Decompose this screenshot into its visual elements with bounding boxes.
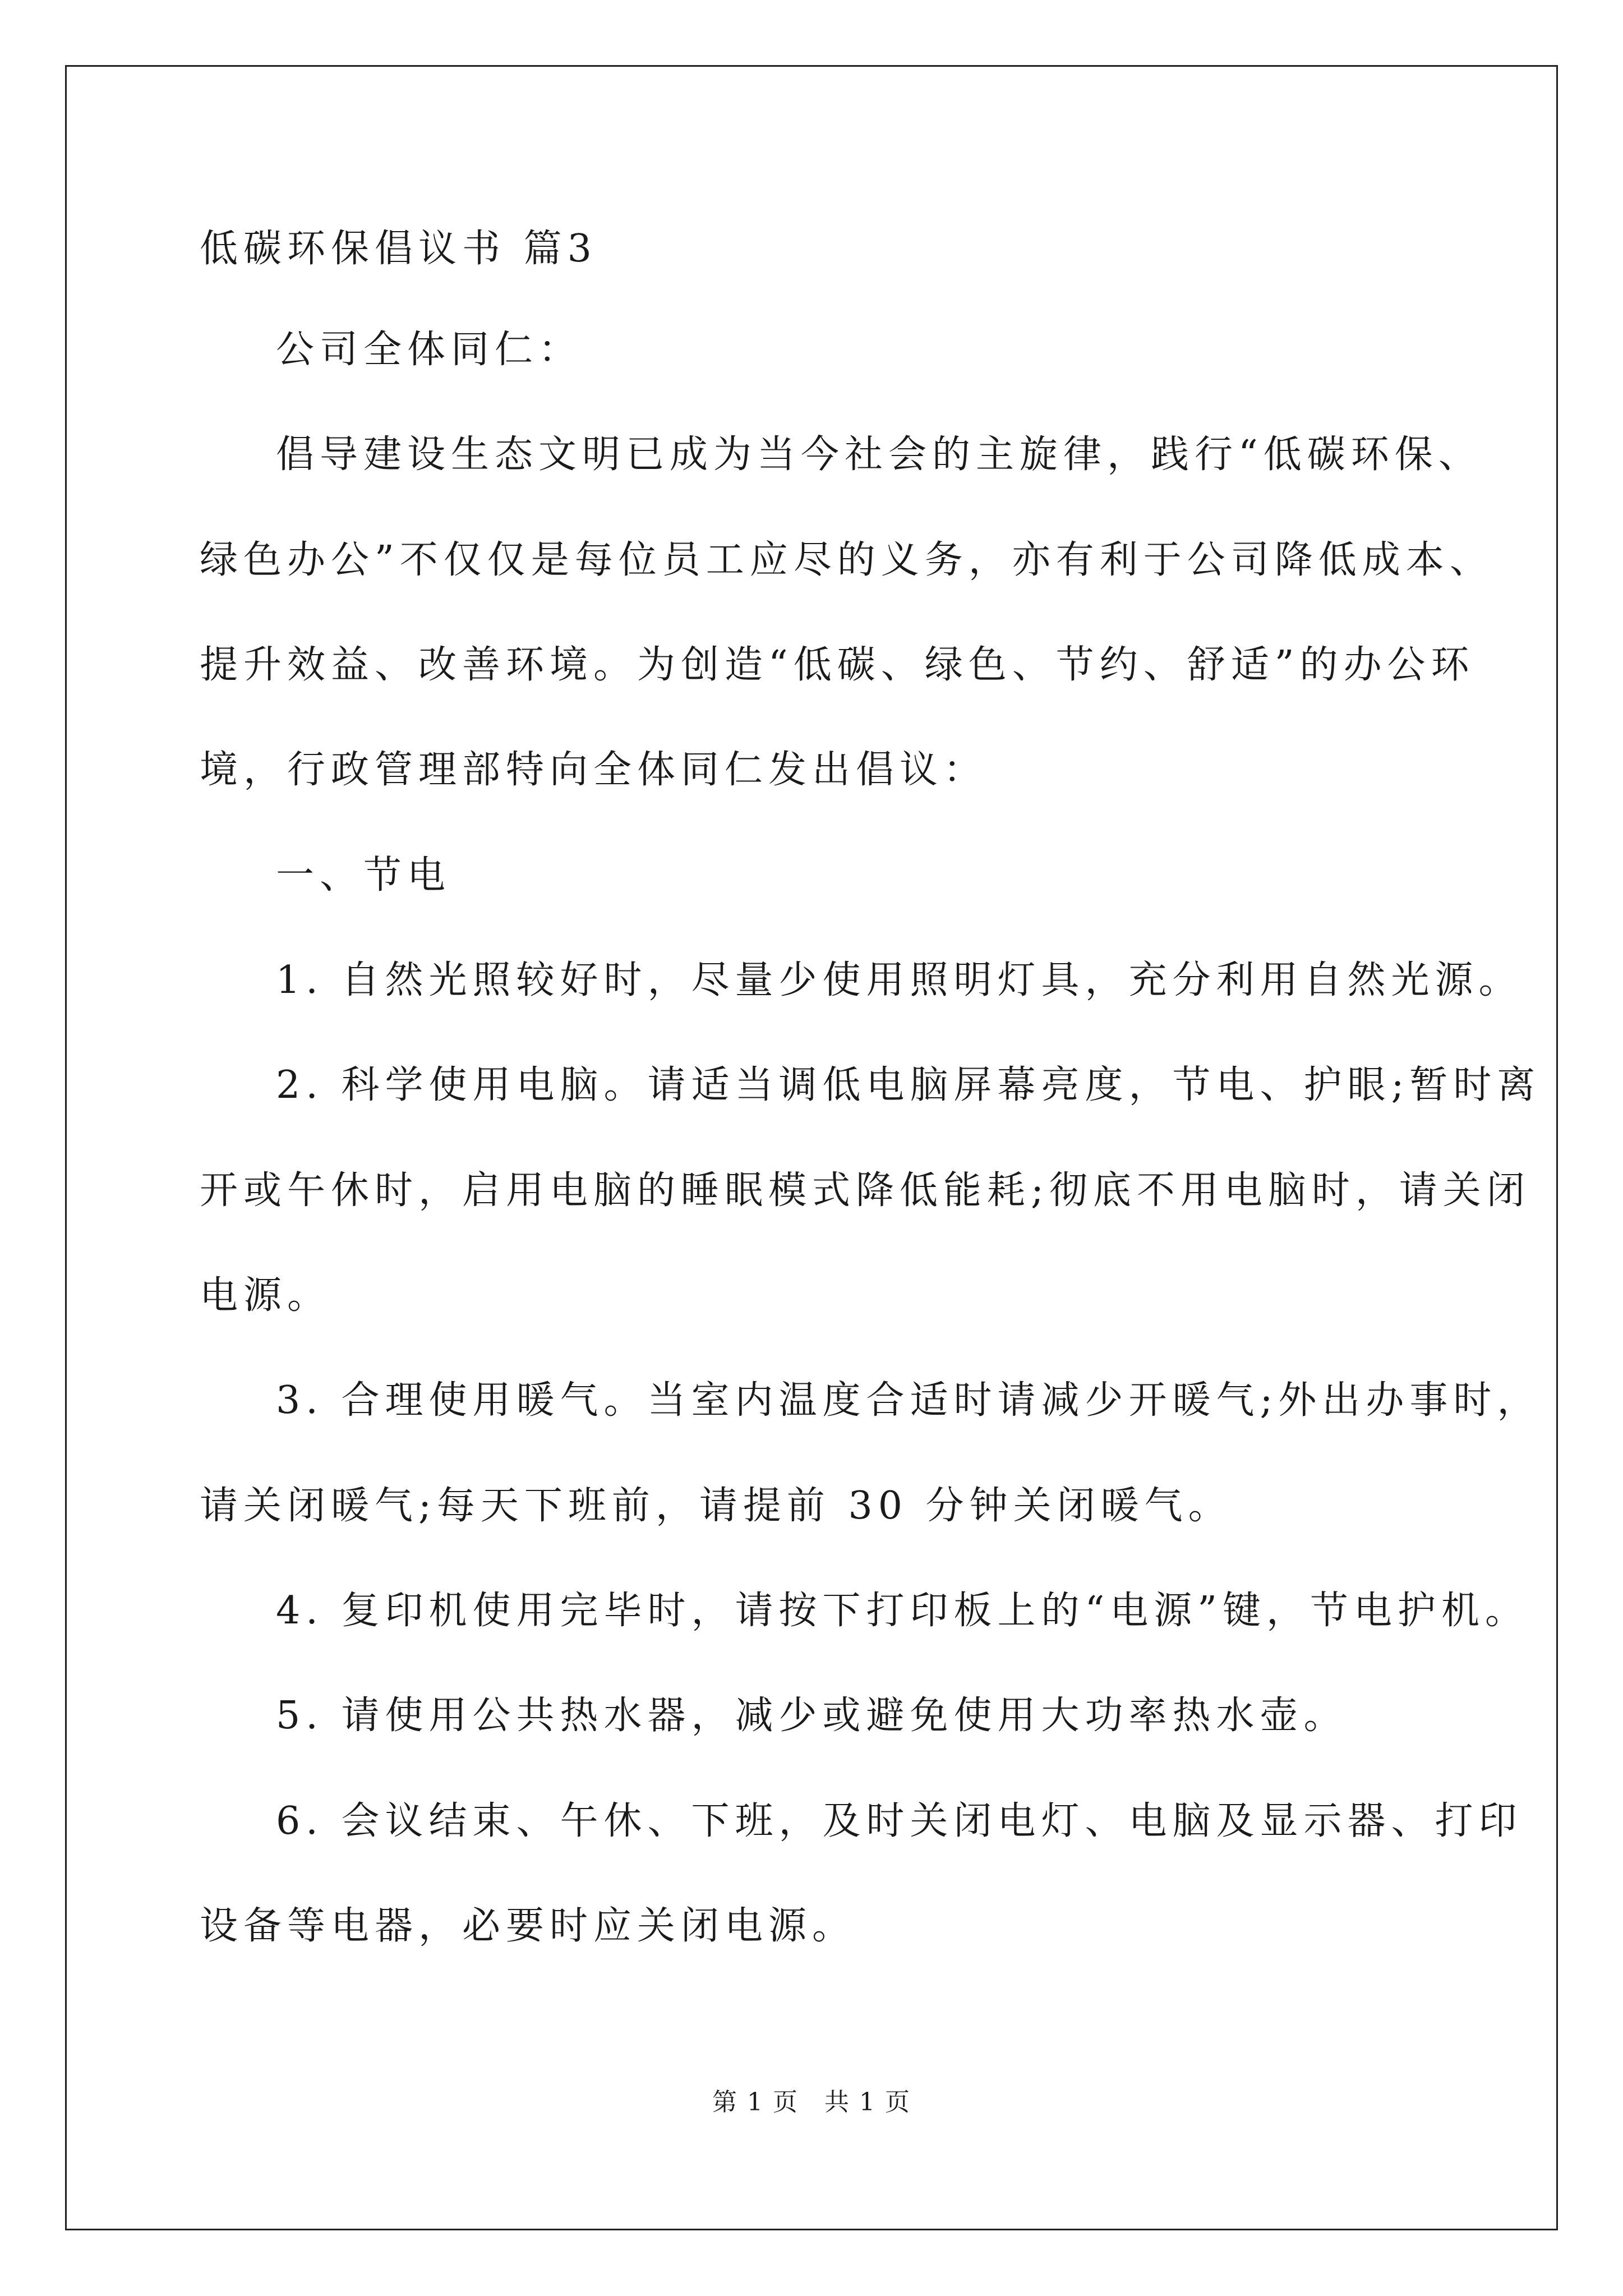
list-item-line: 电源。 [200,1273,331,1318]
paragraph-line: 提升效益、改善环境。为创造“低碳、绿色、节约、舒适”的办公环 [200,643,1475,687]
list-item-line: 6. 会议结束、午休、下班，及时关闭电灯、电脑及显示器、打印 [276,1799,1523,1843]
paragraph-line: 倡导建设生态文明已成为当今社会的主旋律，践行“低碳环保、 [276,432,1482,477]
list-item-line: 5. 请使用公共热水器，减少或避免使用大功率热水壶。 [276,1694,1348,1738]
salutation: 公司全体同仁： [276,328,583,372]
document-title: 低碳环保倡议书 篇3 [200,227,597,271]
list-item-line: 设备等电器，必要时应关闭电源。 [200,1904,856,1948]
list-item-line: 4. 复印机使用完毕时，请按下打印板上的“电源”键，节电护机。 [276,1589,1529,1633]
paragraph-line: 绿色办公”不仅仅是每位员工应尽的义务，亦有利于公司降低成本、 [200,538,1493,582]
paragraph-line: 境，行政管理部特向全体同仁发出倡议： [200,748,988,792]
list-item-line: 3. 合理使用暖气。当室内温度合适时请减少开暖气;外出办事时， [276,1378,1541,1423]
list-item-line: 开或午休时，启用电脑的睡眠模式降低能耗;彻底不用电脑时，请关闭 [200,1168,1530,1213]
section-heading: 一、节电 [276,853,451,898]
page-number-footer: 第 1 页 共 1 页 [712,2088,911,2116]
list-item-line: 2. 科学使用电脑。请适当调低电脑屏幕亮度，节电、护眼;暂时离 [276,1063,1541,1107]
list-item-line: 1. 自然光照较好时，尽量少使用照明灯具，充分利用自然光源。 [276,958,1523,1002]
list-item-line: 请关闭暖气;每天下班前，请提前 30 分钟关闭暖气。 [200,1484,1232,1528]
